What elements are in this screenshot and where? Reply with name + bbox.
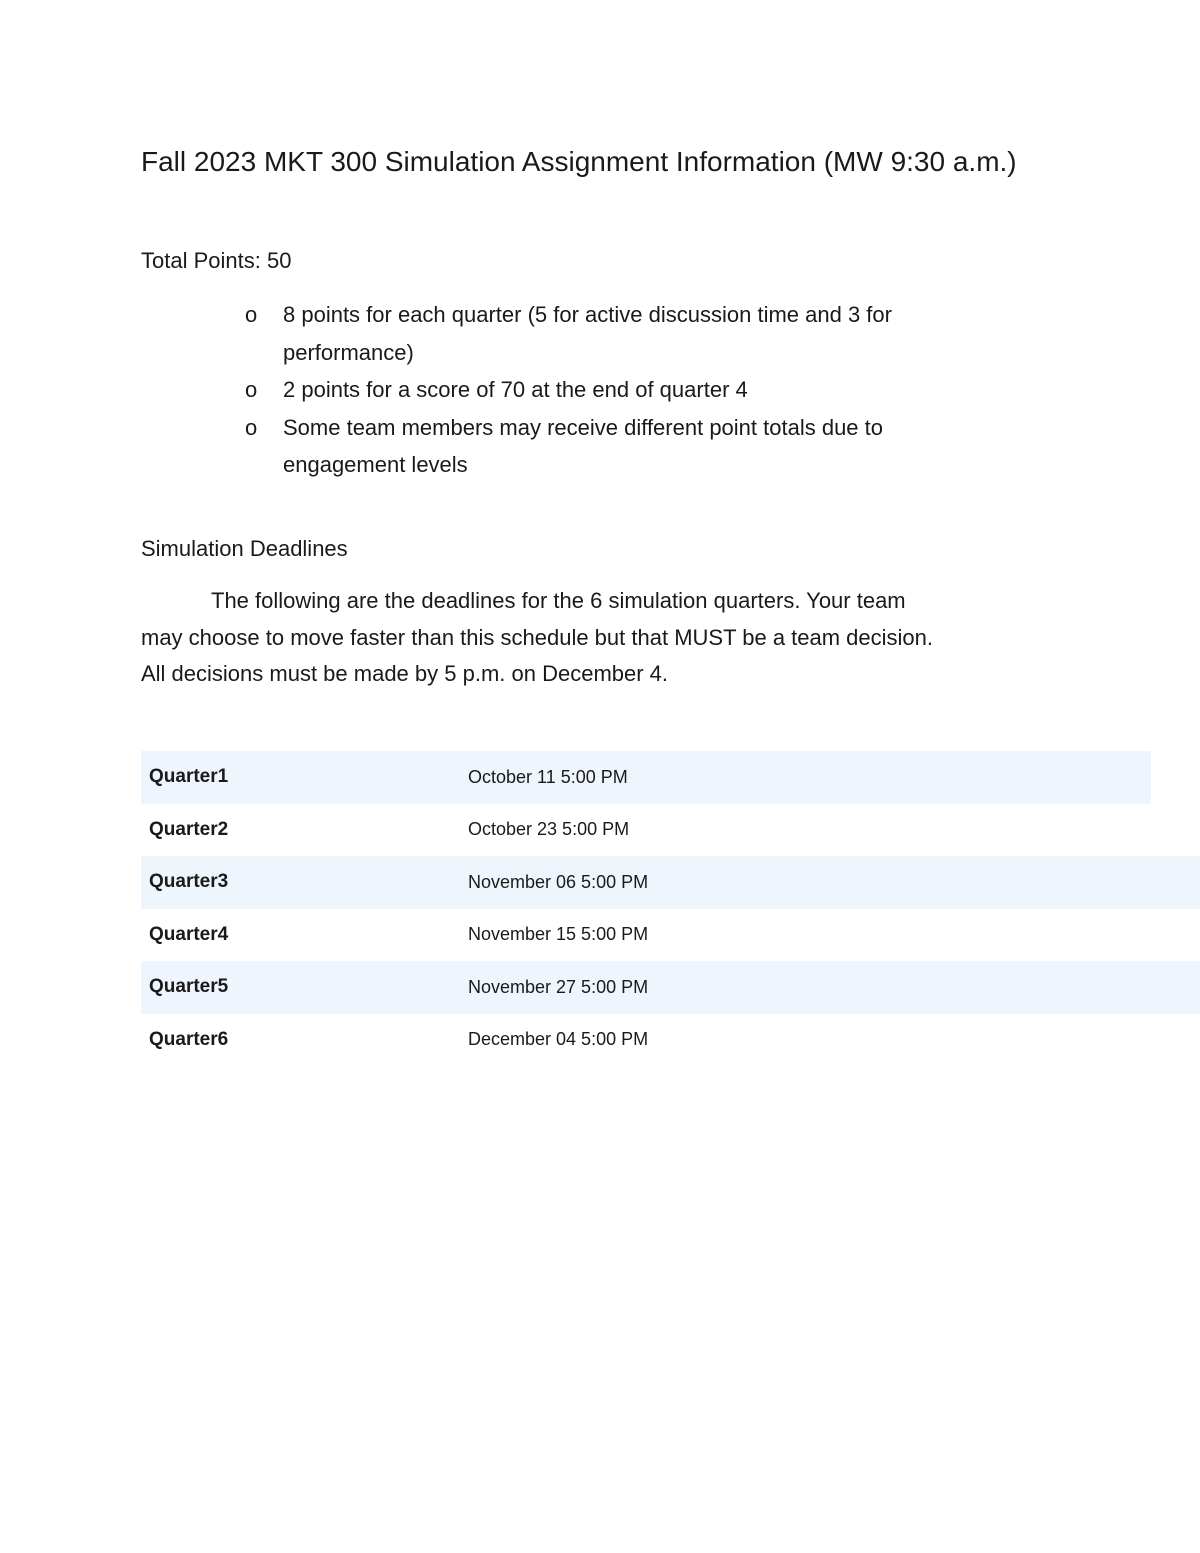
bullet-marker-icon: o [245,302,258,327]
quarter-deadline: November 27 5:00 PM [468,976,649,997]
quarter-deadline: December 04 5:00 PM [468,1029,649,1050]
bullet-item [245,296,1005,371]
bullet-text-line: 8 points for each quarter (5 for active discussion time and 3 for [283,302,892,327]
quarter-deadline: November 06 5:00 PM [468,871,649,892]
bullet-text-line: engagement levels [283,452,468,477]
document-title: Fall 2023 MKT 300 Simulation Assignment Information (MW 9:30 a.m.) [141,146,1017,177]
table-row [141,751,1151,804]
quarter-label: Quarter2 [149,818,229,840]
total-points: Total Points: 50 [141,248,292,273]
bullet-item [245,371,1005,409]
table-row [141,856,1200,909]
paragraph-line: may choose to move faster than this schedule but that MUST be a team decision. [141,624,934,650]
bullet-text-line: 2 points for a score of 70 at the end of quarter 4 [283,377,748,402]
table-row [141,961,1200,1014]
table-row [141,909,1200,962]
quarter-label: Quarter1 [149,766,229,788]
paragraph-line: The following are the deadlines for the 6 simulation quarters. Your team [211,588,906,613]
quarter-label: Quarter6 [149,1028,229,1050]
deadlines-paragraph [141,583,1071,693]
quarter-deadline: October 11 5:00 PM [468,766,628,787]
bullet-item [245,409,1005,484]
bullet-marker-icon: o [245,377,258,402]
bullet-text-line: performance) [283,339,414,365]
deadlines-table [141,751,1200,1066]
quarter-label: Quarter5 [149,976,229,998]
quarter-deadline: November 15 5:00 PM [468,924,649,945]
bullet-marker-icon: o [245,414,258,440]
quarter-deadline: October 23 5:00 PM [468,819,630,840]
table-row [141,804,1200,857]
bullet-text-line: Some team members may receive different point totals due to [283,414,883,440]
points-bullet-list [245,296,1005,484]
quarter-label: Quarter3 [149,871,229,893]
quarter-label: Quarter4 [149,923,229,945]
table-row [141,1014,1200,1067]
section-heading: Simulation Deadlines [141,536,348,561]
paragraph-line: All decisions must be made by 5 p.m. on December 4. [141,661,669,686]
